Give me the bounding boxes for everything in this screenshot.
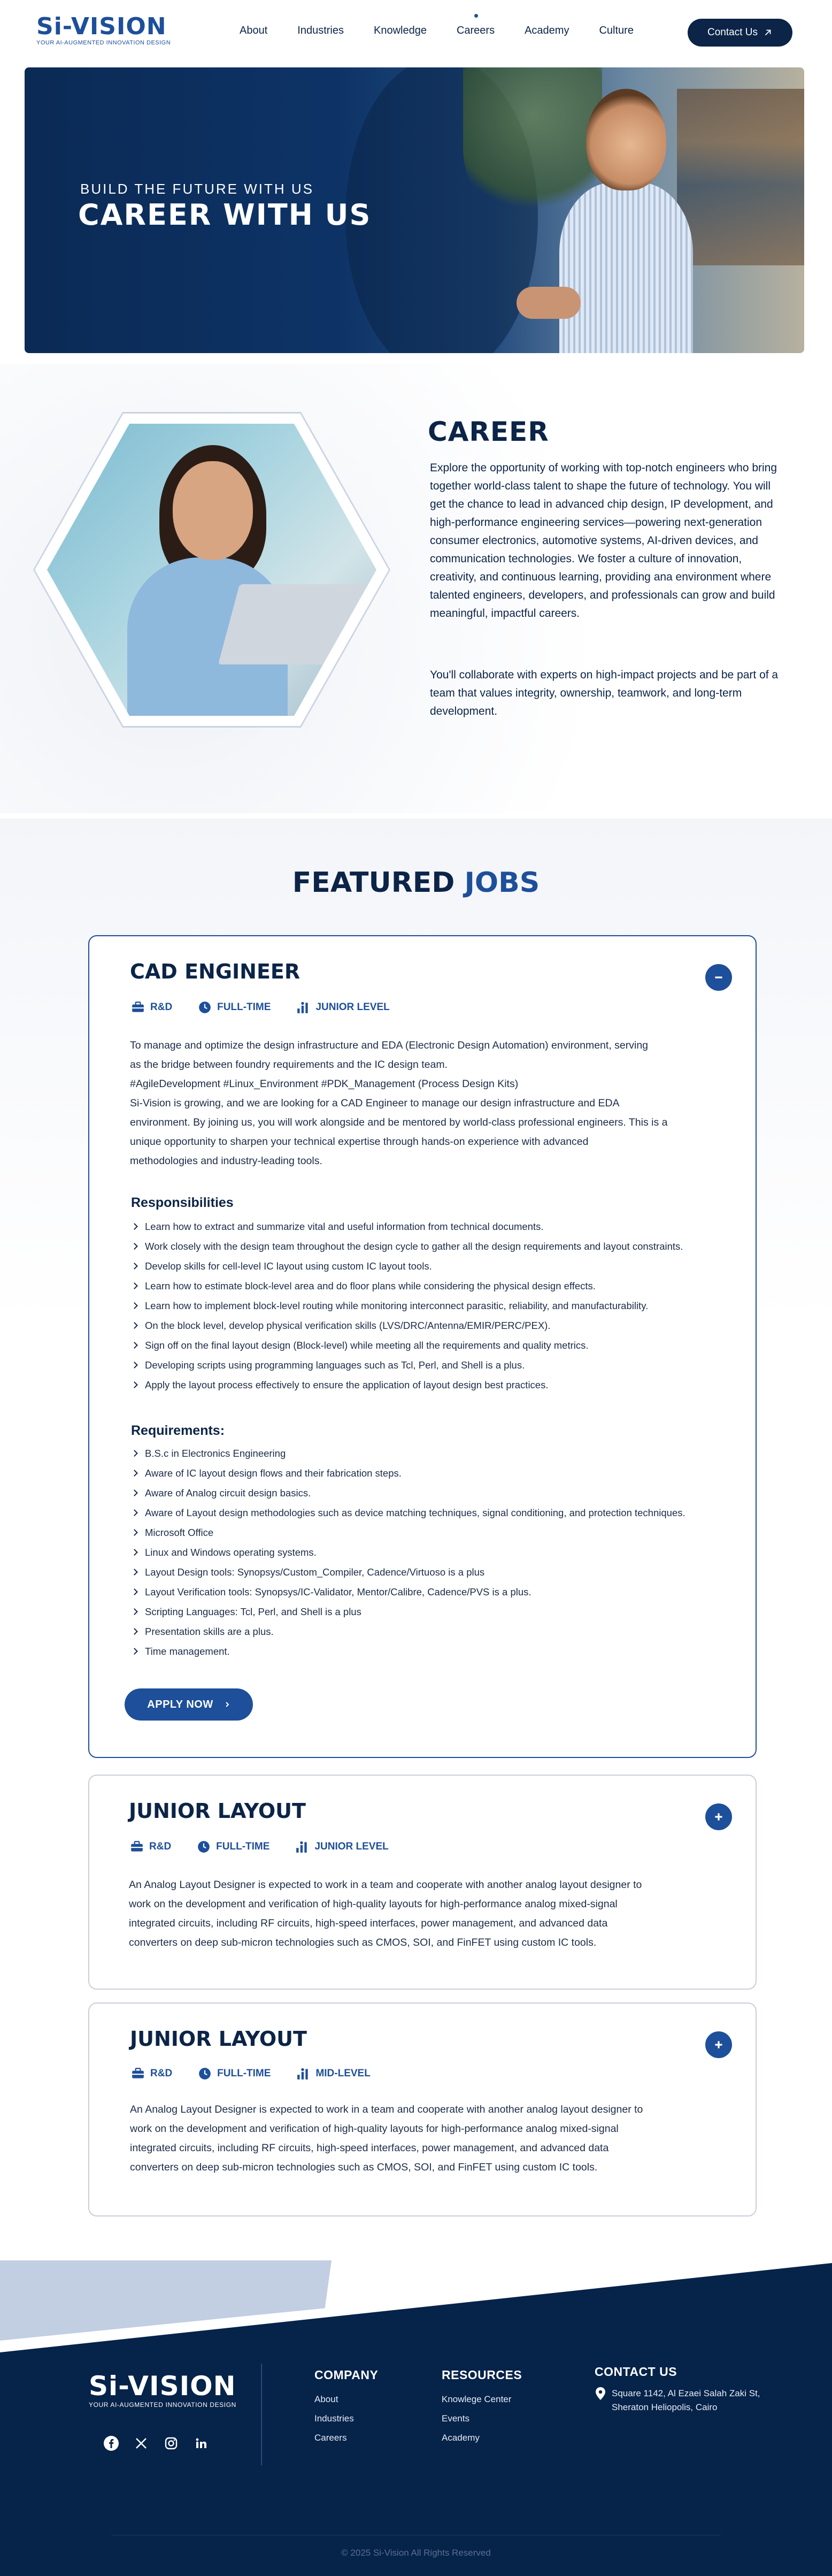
clock-icon <box>198 2067 212 2081</box>
footer-logo-wordmark: Si-VISION <box>89 2371 236 2402</box>
job-title: JUNIOR LAYOUT <box>130 2027 307 2051</box>
footer-link-about[interactable]: About <box>314 2394 338 2404</box>
requirements-heading: Requirements: <box>131 1423 225 1438</box>
footer-link-academy[interactable]: Academy <box>442 2433 480 2443</box>
briefcase-icon <box>131 1000 145 1014</box>
list-item: Apply the layout process effectively to ensure the application of layout design best practices. <box>131 1375 730 1395</box>
list-item: Linux and Windows operating systems. <box>131 1542 730 1562</box>
career-heading: CAREER <box>428 416 549 447</box>
desc-line: An Analog Layout Designer is expected to work in a team and cooperate with another analog layout designer to <box>130 2104 643 2115</box>
top-nav <box>0 0 832 64</box>
list-item: Time management. <box>131 1641 730 1661</box>
plus-icon <box>713 2039 725 2051</box>
job-card-junior-layout-mid[interactable] <box>88 2002 757 2216</box>
desc-line: environment. By joining us, you will work alongside and be mentored by world-class professional engineers. This is a <box>130 1117 668 1128</box>
location-pin-icon <box>595 2387 606 2401</box>
social-links <box>103 2435 209 2451</box>
tag-level <box>296 1000 389 1014</box>
briefcase-icon <box>131 2067 145 2081</box>
nav-about[interactable]: About <box>240 25 268 36</box>
hero-subtitle: BUILD THE FUTURE WITH US <box>80 181 314 197</box>
tag-type <box>197 1840 269 1854</box>
footer-logo[interactable] <box>89 2372 236 2409</box>
clock-icon <box>197 1840 211 1854</box>
nav-academy[interactable]: Academy <box>525 25 569 36</box>
tag-department-label: R&D <box>149 1841 172 1852</box>
minus-icon <box>713 972 725 983</box>
hero-banner <box>25 67 804 353</box>
nav-industries[interactable]: Industries <box>297 25 344 36</box>
hero-photo-handshake <box>517 287 581 319</box>
footer-divider <box>261 2364 262 2465</box>
tag-type-label: FULL-TIME <box>216 1841 270 1852</box>
chevron-right-icon <box>224 1701 230 1708</box>
tag-level-label: MID-LEVEL <box>315 2068 371 2079</box>
level-people-icon <box>296 1000 310 1014</box>
x-icon[interactable] <box>133 2435 149 2451</box>
job-card-junior-layout[interactable] <box>88 1775 757 1990</box>
nav-careers[interactable]: Careers <box>456 25 495 36</box>
job-description <box>129 1875 717 1952</box>
tag-department-label: R&D <box>150 2068 173 2079</box>
hero-photo-woman-body <box>559 182 693 353</box>
site-logo[interactable] <box>36 15 171 46</box>
job-title: CAD ENGINEER <box>130 960 301 983</box>
job-description <box>130 1036 718 1171</box>
photo-face <box>173 461 253 560</box>
tag-type-label: FULL-TIME <box>217 1002 271 1013</box>
tag-department <box>131 1000 172 1014</box>
list-item: Layout Verification tools: Synopsys/IC-Validator, Mentor/Calibre, Cadence/PVS is a plus. <box>131 1582 730 1602</box>
level-people-icon <box>295 1840 309 1854</box>
instagram-icon[interactable] <box>163 2435 179 2451</box>
featured-jobs-title <box>0 867 832 899</box>
desc-line: An Analog Layout Designer is expected to work in a team and cooperate with another analog layout designer to <box>129 1879 642 1891</box>
career-paragraph-1: Explore the opportunity of working with top-notch engineers who bring together world-class talent to shape the future of technology. You will get the chance to lead in advanced chip design, IP development, and high-performance engineering services—powering next-generation consumer electronics, automotive systems, AI-driven devices, and communication technologies. We foster a culture of innovation, creativity, and continuous learning, providing ana environment where talented engineers, developers, and professionals can grow and build meaningful, impactful careers. <box>430 462 777 620</box>
site-footer <box>0 2260 832 2576</box>
responsibilities-heading: Responsibilities <box>131 1195 234 1210</box>
desc-line: methodologies and industry-leading tools. <box>130 1155 322 1167</box>
hero-photo-shelf <box>677 89 804 265</box>
logo-tagline: YOUR AI-AUGMENTED INNOVATION DESIGN <box>36 40 171 46</box>
list-item: Learn how to implement block-level routing while monitoring interconnect parasitic, reliability, and manufacturability. <box>131 1296 730 1316</box>
footer-address-line2: Sheraton Heliopolis, Cairo <box>612 2402 718 2412</box>
arrow-up-right-icon <box>763 28 773 37</box>
linkedin-icon[interactable] <box>193 2435 209 2451</box>
clock-icon <box>198 1000 212 1014</box>
list-item: Aware of Layout design methodologies such as device matching techniques, signal conditioning, and protection techniques. <box>131 1503 730 1523</box>
desc-line: work on the development and verification of high-quality layouts for high-performance analog mixed-signal <box>129 1898 618 1910</box>
tag-level-label: JUNIOR LEVEL <box>314 1841 389 1852</box>
featured-jobs-title-part1: FEATURED <box>292 867 455 899</box>
level-people-icon <box>296 2067 310 2081</box>
tag-type <box>198 1000 271 1014</box>
desc-line: Si-Vision is growing, and we are looking for a CAD Engineer to manage our design infrastructure and EDA <box>130 1097 620 1109</box>
tag-department <box>131 2067 172 2081</box>
contact-us-button[interactable] <box>688 19 792 47</box>
tag-type <box>198 2067 271 2081</box>
collapse-button[interactable] <box>705 964 732 991</box>
list-item: Developing scripts using programming languages such as Tcl, Perl, and Shell is a plus. <box>131 1355 730 1375</box>
footer-address <box>595 2387 760 2414</box>
tag-level <box>296 2067 370 2081</box>
expand-button[interactable] <box>705 2031 732 2058</box>
list-item: Develop skills for cell-level IC layout using custom IC layout tools. <box>131 1256 730 1276</box>
desc-line: converters on deep sub-micron technologies such as CMOS, SOI, and FinFET using custom IC tools. <box>129 1937 597 1948</box>
list-item: Presentation skills are a plus. <box>131 1622 730 1641</box>
tag-level-label: JUNIOR LEVEL <box>315 1002 390 1013</box>
footer-company <box>314 2368 378 2448</box>
desc-line: integrated circuits, including RF circuits, high-speed interfaces, power management, and advanced data <box>130 2142 609 2154</box>
apply-now-button[interactable] <box>125 1688 253 1721</box>
footer-logo-tagline: YOUR AI-AUGMENTED INNOVATION DESIGN <box>89 2401 236 2409</box>
job-tags <box>130 1840 389 1854</box>
list-item: Work closely with the design team throughout the design cycle to gather all the design requirements and layout constraints. <box>131 1236 730 1256</box>
featured-jobs-title-part2: JOBS <box>464 867 540 899</box>
requirements-list <box>131 1443 730 1661</box>
desc-line: converters on deep sub-micron technologies such as CMOS, SOI, and FinFET using custom IC tools. <box>130 2161 598 2173</box>
tag-department-label: R&D <box>150 1002 173 1013</box>
desc-line: work on the development and verification of high-quality layouts for high-performance analog mixed-signal <box>130 2123 619 2135</box>
footer-resources-heading: RESOURCES <box>442 2368 522 2382</box>
list-item: Sign off on the final layout design (Block-level) while meeting all the requirements and quality metrics. <box>131 1335 730 1355</box>
footer-contact <box>595 2365 760 2414</box>
tag-department <box>130 1840 171 1854</box>
facebook-icon[interactable] <box>103 2435 119 2451</box>
hero-title: CAREER WITH US <box>78 198 372 232</box>
plus-icon <box>713 1811 725 1823</box>
responsibilities-list <box>131 1217 730 1395</box>
job-description <box>130 2100 718 2177</box>
desc-line: unique opportunity to sharpen your technical expertise through hands-on experience with advanced <box>130 1136 589 1148</box>
list-item: Aware of Analog circuit design basics. <box>131 1483 730 1503</box>
footer-copyright: © 2025 Si-Vision All Rights Reserved <box>341 2548 491 2558</box>
desc-line: #AgileDevelopment #Linux_Environment #PDK_Management (Process Design Kits) <box>130 1078 519 1090</box>
list-item: Layout Design tools: Synopsys/Custom_Compiler, Cadence/Virtuoso is a plus <box>131 1562 730 1582</box>
career-paragraph-2: You'll collaborate with experts on high-impact projects and be part of a team that values integrity, ownership, teamwork, and long-term development. <box>430 669 779 717</box>
nav-knowledge[interactable]: Knowledge <box>373 25 427 36</box>
list-item: Learn how to estimate block-level area and do floor plans while considering the physical design effects. <box>131 1276 730 1296</box>
career-hex-image <box>33 412 390 728</box>
footer-resources <box>442 2368 522 2448</box>
list-item: Learn how to extract and summarize vital and useful information from technical documents. <box>131 1217 730 1236</box>
expand-button[interactable] <box>705 1803 732 1830</box>
footer-company-heading: COMPANY <box>314 2368 379 2382</box>
list-item: Scripting Languages: Tcl, Perl, and Shell is a plus <box>131 1602 730 1622</box>
job-card-cad-engineer <box>88 935 757 1758</box>
list-item: Aware of IC layout design flows and their fabrication steps. <box>131 1463 730 1483</box>
list-item: On the block level, develop physical verification skills (LVS/DRC/Antenna/EMIR/PERC/PEX). <box>131 1316 730 1335</box>
footer-address-line1: Square 1142, Al Ezaei Salah Zaki St, <box>612 2388 760 2398</box>
apply-now-label: APPLY NOW <box>147 1698 213 1710</box>
photo-laptop <box>218 584 368 664</box>
job-title: JUNIOR LAYOUT <box>129 1799 306 1823</box>
tag-level <box>295 1840 388 1854</box>
list-item: B.S.c in Electronics Engineering <box>131 1443 730 1463</box>
desc-line: To manage and optimize the design infrastructure and EDA (Electronic Design Automation) environment, serving <box>130 1039 649 1051</box>
contact-us-label: Contact Us <box>707 27 758 38</box>
footer-contact-heading: CONTACT US <box>595 2365 677 2379</box>
briefcase-icon <box>130 1840 144 1854</box>
list-item: Microsoft Office <box>131 1523 730 1542</box>
job-tags <box>131 2067 371 2081</box>
job-tags <box>131 1000 390 1014</box>
desc-line: integrated circuits, including RF circuits, high-speed interfaces, power management, and advanced data <box>129 1917 608 1929</box>
footer-link-industries[interactable]: Industries <box>314 2413 354 2424</box>
logo-wordmark: Si-VISION <box>36 13 167 40</box>
footer-link-events[interactable]: Events <box>442 2413 469 2424</box>
main-menu <box>240 25 664 37</box>
desc-line: as the bridge between foundry requirements and the IC design team. <box>130 1059 448 1071</box>
footer-link-knowledge-center[interactable]: Knowlege Center <box>442 2394 512 2404</box>
nav-culture[interactable]: Culture <box>599 25 634 36</box>
hero-photo-woman-head <box>586 89 666 190</box>
footer-link-careers[interactable]: Careers <box>314 2433 347 2443</box>
footer-background <box>0 2260 832 2576</box>
tag-type-label: FULL-TIME <box>217 2068 271 2079</box>
